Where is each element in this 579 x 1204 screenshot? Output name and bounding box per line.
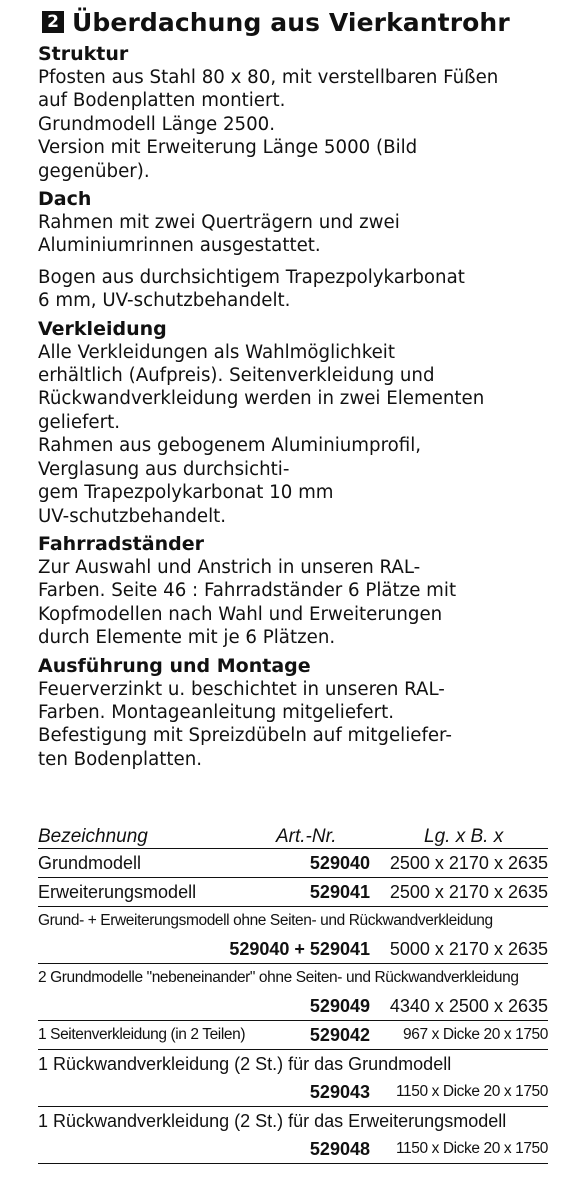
row-name: Grundmodell: [38, 852, 142, 873]
row-art: 529040: [309, 852, 370, 873]
row-name: Erweiterungsmodell: [38, 881, 197, 902]
table-row: [38, 906, 548, 963]
row-dims: 967 x Dicke 20 x 1750: [403, 1026, 548, 1043]
row-dims: 4340 x 2500 x 2635: [389, 995, 548, 1016]
row-name: 1 Seitenverkleidung (in 2 Teilen): [38, 1026, 246, 1043]
row-dims: 1150 x Dicke 20 x 1750: [395, 1083, 548, 1100]
row-dims: 2500 x 2170 x 2635: [389, 881, 548, 902]
row-description: 2 Grundmodelle "nebeneinander" ohne Seiten- und Rückwandverkleidung: [38, 969, 519, 986]
section-text: Bogen aus durchsichtigem Trapezpolykarbonat 6 mm, UV-schutzbehandelt.: [38, 266, 465, 312]
header-art: Art.-Nr.: [276, 826, 337, 847]
row-dims: 5000 x 2170 x 2635: [389, 938, 548, 959]
section-text: Feuerverzinkt u. beschichtet in unseren RAL- Farben. Montageanleitung mitgeliefert. Befestigung mit Spreizdübeln auf mitgeliefer- ten Bodenplatten.: [38, 678, 452, 770]
section-struktur: [38, 43, 548, 183]
row-art: 529040 + 529041: [229, 938, 370, 959]
article-table: [38, 822, 548, 1164]
section-text: Zur Auswahl und Anstrich in unseren RAL- Farben. Seite 46 : Fahrradständer 6 Plätze mit Kopfmodellen nach Wahl und Erweiterungen durch Elemente mit je 6 Plätzen.: [38, 556, 457, 649]
row-art: 529043: [309, 1081, 370, 1102]
row-art: 529041: [309, 881, 370, 902]
section-verkleidung: [38, 318, 548, 528]
row-art: 529042: [309, 1024, 370, 1045]
row-description: Grund- + Erweiterungsmodell ohne Seiten- und Rückwandverkleidung: [38, 912, 493, 929]
section-number-badge: 2: [42, 11, 64, 33]
header-name: Bezeichnung: [38, 826, 148, 847]
table-row: [38, 1020, 548, 1049]
page-title: Überdachung aus Vierkantrohr: [72, 7, 510, 37]
table-row: [38, 1106, 548, 1163]
row-description: 1 Rückwandverkleidung (2 St.) für das Grundmodell: [38, 1053, 452, 1074]
row-art: 529048: [309, 1138, 370, 1159]
row-dims: 2500 x 2170 x 2635: [389, 852, 548, 873]
row-dims: 1150 x Dicke 20 x 1750: [395, 1140, 548, 1157]
row-art: 529049: [309, 995, 370, 1016]
section-ausfuehrung: [38, 655, 548, 772]
section-heading: Ausführung und Montage: [38, 654, 311, 677]
section-text: Pfosten aus Stahl 80 x 80, mit verstellbaren Füßen auf Bodenplatten montiert. Grundmodell Länge 2500. Version mit Erweiterung Länge 5000 (Bild gegenüber).: [38, 67, 499, 182]
header-dims: Lg. x B. x: [424, 826, 504, 847]
table-row: [38, 877, 548, 906]
product-description: [38, 6, 548, 771]
section-heading: Fahrradständer: [38, 532, 204, 555]
title-row: [42, 6, 548, 38]
row-description: 1 Rückwandverkleidung (2 St.) für das Erweiterungsmodell: [38, 1110, 507, 1131]
section-text: Rahmen mit zwei Querträgern und zwei Aluminiumrinnen ausgestattet.: [38, 212, 400, 257]
section-heading: Dach: [38, 188, 92, 211]
table-row: [38, 1049, 548, 1106]
table-bottom-rule: [38, 1163, 548, 1164]
table-row: [38, 848, 548, 877]
table-row: [38, 963, 548, 1020]
section-heading: Verkleidung: [38, 317, 167, 340]
section-dach: [38, 188, 548, 313]
section-text: Alle Verkleidungen als Wahlmöglichkeit erhältlich (Aufpreis). Seitenverkleidung und Rückwandverkleidung werden in zwei Elementen geliefert. Rahmen aus gebogenem Aluminiumprofil, Verglasung aus durchsichti- gem Trapezpolykarbonat 10 mm UV-schutzbehandelt.: [38, 341, 485, 527]
table-header: [38, 822, 548, 848]
section-fahrradstaender: [38, 533, 548, 650]
section-heading: Struktur: [38, 43, 129, 65]
